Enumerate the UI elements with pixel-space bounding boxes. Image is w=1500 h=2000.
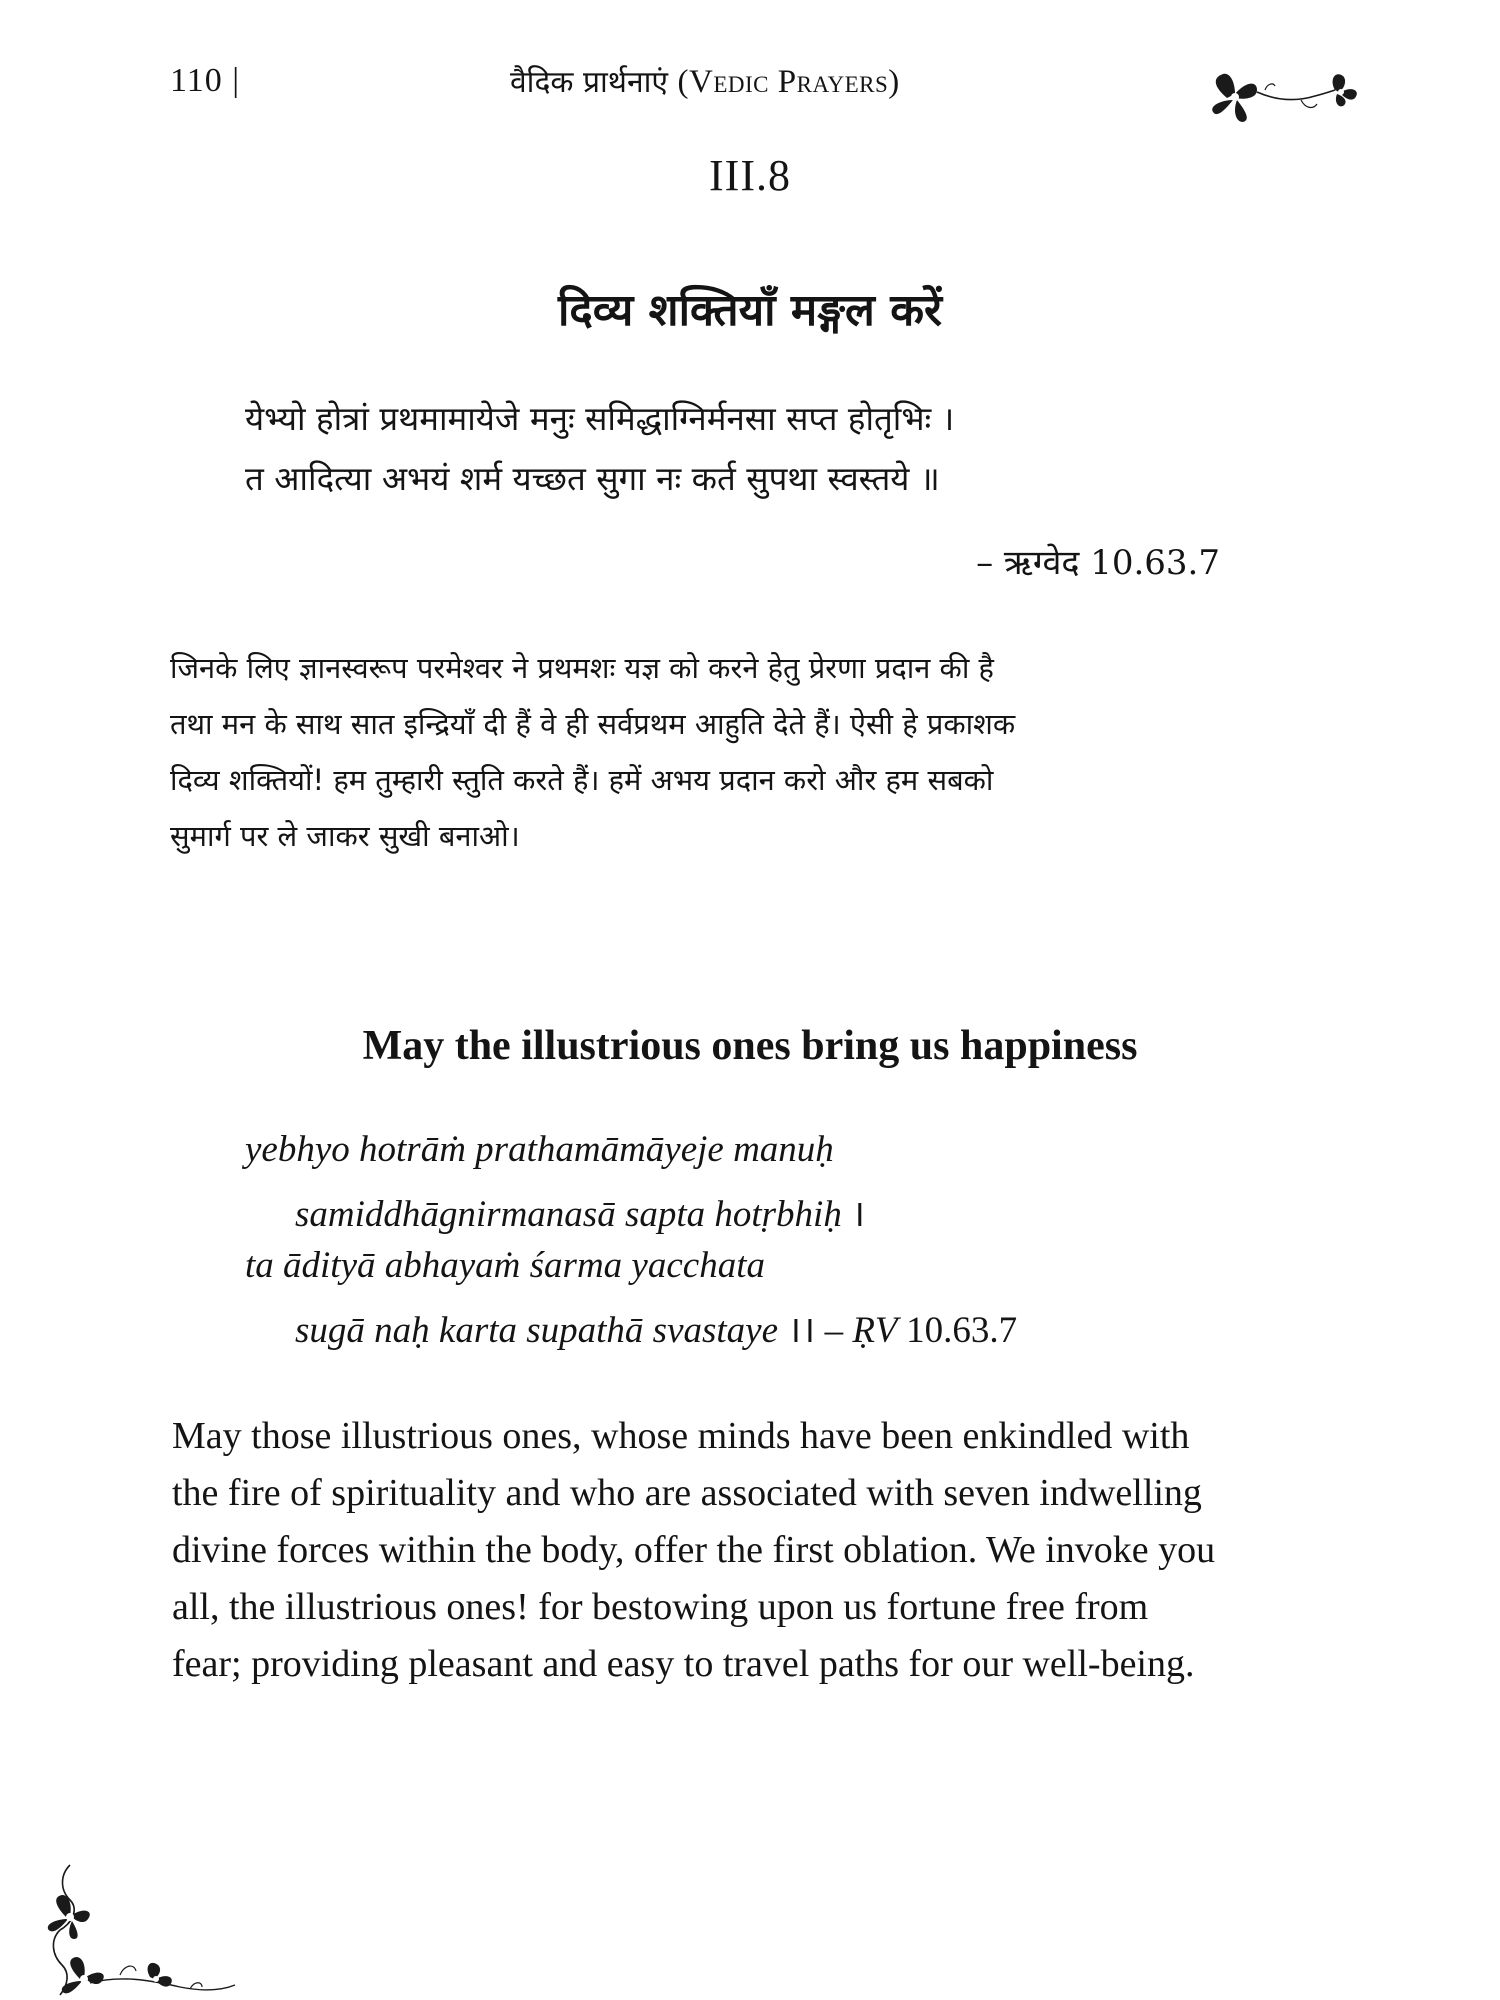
page-header <box>170 62 1370 112</box>
transliteration-line: ta ādityā abhayaṁ śarma yacchata <box>245 1245 765 1286</box>
citation-number: 10.63.7 <box>906 1310 1018 1351</box>
running-head-english: (Vedic Prayers) <box>677 64 900 100</box>
sanskrit-verse <box>245 395 1285 515</box>
hindi-translation-line: सुमार्ग पर ले जाकर सुखी बनाओ। <box>170 819 520 853</box>
english-translation-line: all, the illustrious ones! for bestowing upon us fortune free from <box>172 1586 1149 1628</box>
running-head-hindi: वैदिक प्रार्थनाएं <box>510 65 668 100</box>
transliteration-text: samiddhāgnirmanasā sapta hotṛbhiḥ <box>295 1194 842 1235</box>
english-translation-line: the fire of spirituality and who are associated with seven indwelling <box>172 1472 1202 1514</box>
transliteration <box>245 1128 1345 1360</box>
running-head <box>510 60 900 101</box>
english-translation-line: fear; providing pleasant and easy to travel paths for our well-being. <box>172 1643 1195 1685</box>
section-number: III.8 <box>709 151 791 200</box>
floral-vine-icon <box>30 1855 240 2000</box>
hindi-translation-line: तथा मन के साथ सात इन्द्रियाँ दी हैं वे ही सर्वप्रथम आहुति देते हैं। ऐसी हे प्रकाशक <box>170 707 1016 741</box>
verse-citation: – ऋग्वेद 10.63.7 <box>976 543 1220 583</box>
english-translation-line: divine forces within the body, offer the first oblation. We invoke you <box>172 1529 1216 1571</box>
transliteration-text: sugā naḥ karta supathā svastaye <box>295 1310 779 1351</box>
hindi-title: दिव्य शक्तियाँ मङ्गल करें <box>558 285 942 336</box>
sanskrit-verse-line: त आदित्या अभयं शर्म यच्छत सुगा नः कर्त सुपथा स्वस्तये ॥ <box>245 459 940 498</box>
verse-mark: ।। – <box>787 1310 844 1351</box>
transliteration-line <box>245 1302 1345 1360</box>
hindi-translation-line: जिनके लिए ज्ञानस्वरूप परमेश्वर ने प्रथमशः यज्ञ को करने हेतु प्रेरणा प्रदान की है <box>170 651 994 685</box>
hindi-translation-line: दिव्य शक्तियों! हम तुम्हारी स्तुति करते हैं। हमें अभय प्रदान करो और हम सबको <box>170 763 994 797</box>
verse-mark: । <box>851 1194 866 1235</box>
english-translation <box>172 1408 1372 1693</box>
sanskrit-verse-line: येभ्यो होत्रां प्रथमामायेजे मनुः समिद्धाग्निर्मनसा सप्त होतृभिः । <box>245 399 955 438</box>
transliteration-line <box>245 1186 1345 1244</box>
transliteration-line: yebhyo hotrāṁ prathamāmāyeje manuḥ <box>245 1129 834 1170</box>
page-number: 110 | <box>170 62 241 99</box>
hindi-translation <box>170 640 1360 864</box>
citation-abbrev: ṚV <box>852 1310 897 1351</box>
english-translation-line: May those illustrious ones, whose minds have been enkindled with <box>172 1415 1190 1457</box>
english-heading: May the illustrious ones bring us happiness <box>362 1023 1138 1069</box>
floral-vine-icon <box>1205 60 1380 125</box>
